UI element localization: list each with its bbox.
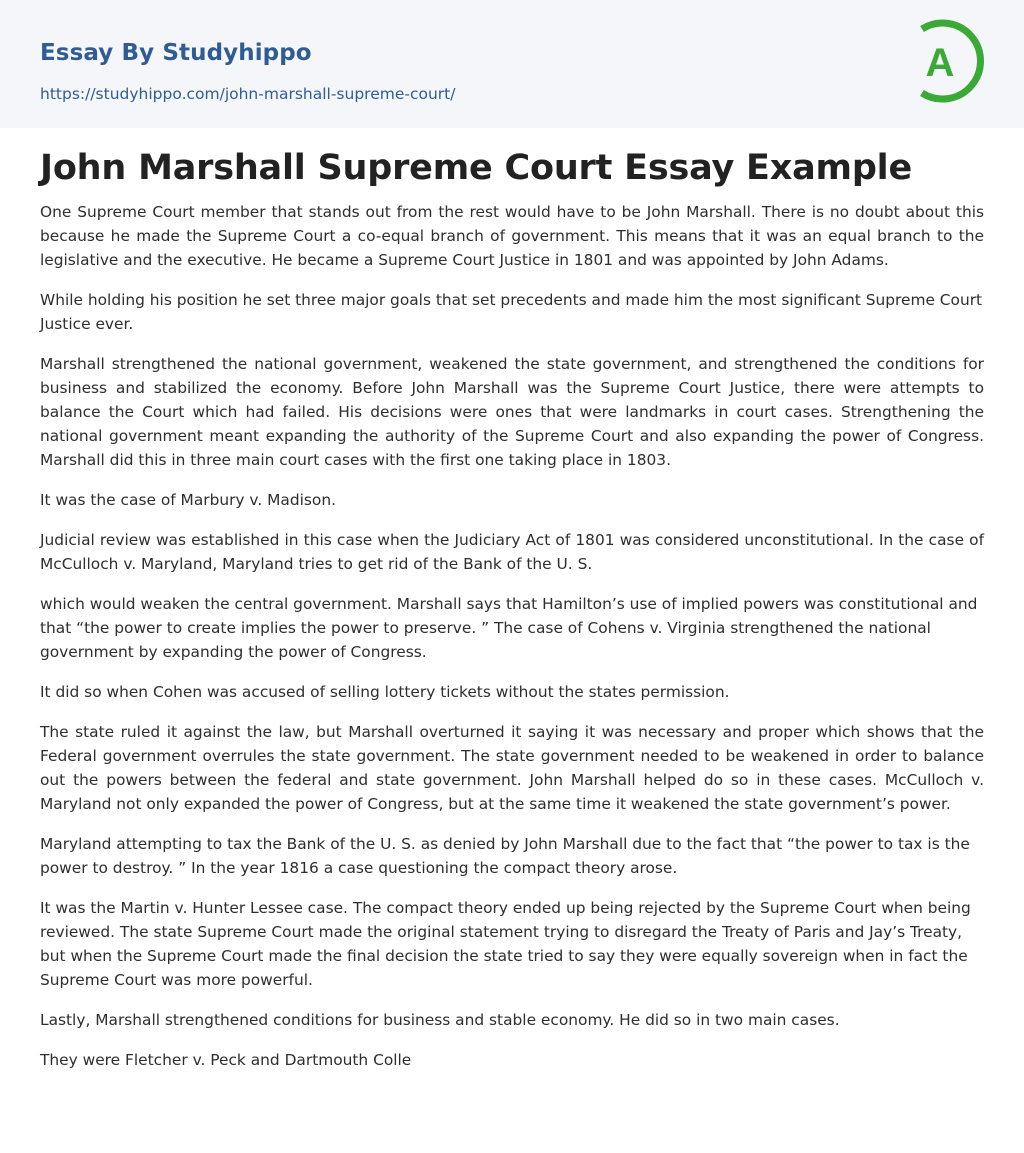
brand-title[interactable]: Essay By Studyhippo bbox=[40, 40, 312, 66]
essay-paragraph: It did so when Cohen was accused of selling lottery tickets without the states permission. bbox=[40, 683, 730, 701]
source-url-link[interactable]: https://studyhippo.com/john-marshall-supreme-court/ bbox=[40, 85, 456, 103]
essay-paragraph: which would weaken the central government. Marshall says that Hamilton’s use of implied powers was constitutional and that “the power to create implies the power to preserve. ” The case of Cohens v. Virginia strengthened the national government by expanding the power of Congress. bbox=[40, 595, 978, 661]
essay-paragraph: Marshall strengthened the national government, weakened the state government, and strengthened the conditions for business and stabilized the economy. Before John Marshall was the Supreme Court Justice, there were attempts to balance the Court which had failed. His decisions were ones that were landmarks in court cases. Strengthening the national government meant expanding the authority of the Supreme Court and also expanding the power of Congress. Marshall did this in three main court cases with the first one taking place in 1803. bbox=[40, 355, 984, 469]
essay-paragraph: While holding his position he set three major goals that set precedents and made him the most significant Supreme Court Justice ever. bbox=[40, 291, 983, 333]
essay-paragraph: Maryland attempting to tax the Bank of the U. S. as denied by John Marshall due to the fact that “the power to tax is the power to destroy. ” In the year 1816 a case questioning the compact theory arose. bbox=[40, 835, 970, 877]
logo-letter: A bbox=[925, 41, 955, 85]
studyhippo-logo-icon[interactable] bbox=[912, 19, 986, 105]
essay-paragraph: One Supreme Court member that stands out from the rest would have to be John Marshall. There is no doubt about this because he made the Supreme Court a co-equal branch of government. This means that it was an equal branch to the legislative and the executive. He became a Supreme Court Justice in 1801 and was appointed by John Adams. bbox=[40, 203, 984, 269]
essay-paragraph: Lastly, Marshall strengthened conditions for business and stable economy. He did so in two main cases. bbox=[40, 1011, 840, 1029]
essay-paragraph: The state ruled it against the law, but Marshall overturned it saying it was necessary and proper which shows that the Federal government overrules the state government. The state government needed to be weakened in order to balance out the powers between the federal and state government. John Marshall helped do so in these cases. McCulloch v. Maryland not only expanded the power of Congress, but at the same time it weakened the state government’s power. bbox=[40, 723, 984, 813]
page-title: John Marshall Supreme Court Essay Example bbox=[40, 148, 913, 188]
essay-body bbox=[40, 200, 984, 1088]
essay-paragraph: Judicial review was established in this case when the Judiciary Act of 1801 was considered unconstitutional. In the case of McCulloch v. Maryland, Maryland tries to get rid of the Bank of the U. S. bbox=[40, 531, 984, 573]
essay-paragraph: It was the case of Marbury v. Madison. bbox=[40, 491, 336, 509]
essay-paragraph: They were Fletcher v. Peck and Dartmouth Colle bbox=[40, 1051, 412, 1069]
essay-paragraph: It was the Martin v. Hunter Lessee case. The compact theory ended up being rejected by the Supreme Court when being reviewed. The state Supreme Court made the original statement trying to disregard the Treaty of Paris and Jay’s Treaty, but when the Supreme Court made the final decision the state tried to say they were equally sovereign when in fact the Supreme Court was more powerful. bbox=[40, 899, 971, 989]
